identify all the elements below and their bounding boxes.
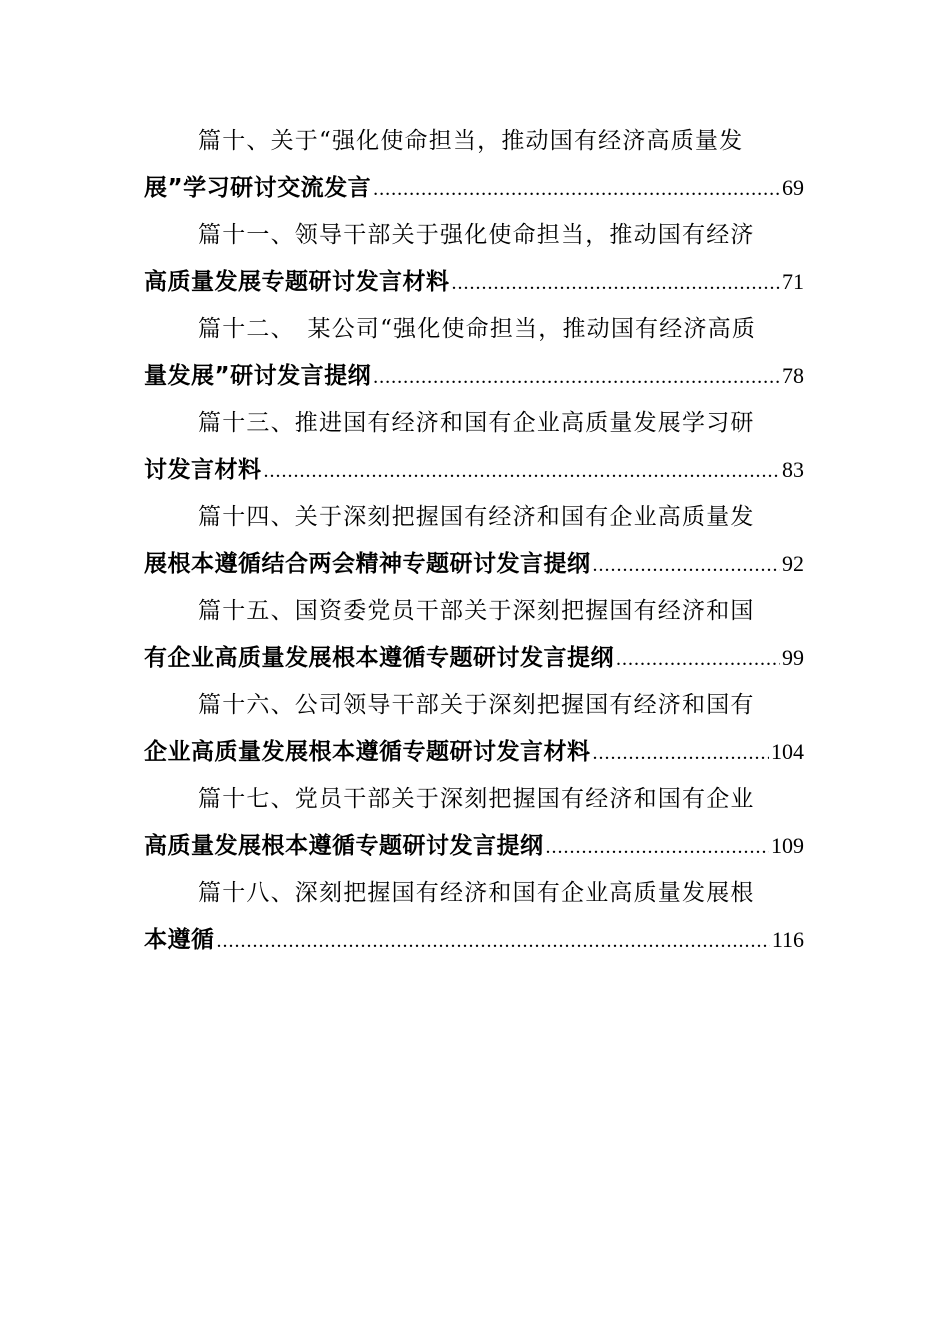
dot-leader xyxy=(373,166,780,211)
toc-entry[interactable] xyxy=(144,211,804,305)
toc-page-number: 78 xyxy=(782,363,804,388)
toc-entry-title-continuation: 展根本遵循结合两会精神专题研讨发言提纲 xyxy=(144,551,591,577)
toc-entry-continuation-line xyxy=(144,259,804,305)
toc-entry-title: 篇十、关于“强化使命担当，推动国有经济高质量发 xyxy=(198,128,744,154)
toc-entry-continuation-line xyxy=(144,447,804,493)
toc-entry-continuation-line xyxy=(144,541,804,587)
toc-page-number: 69 xyxy=(782,175,804,200)
toc-entry[interactable] xyxy=(144,587,804,681)
toc-page-number: 116 xyxy=(771,927,804,952)
table-of-contents xyxy=(144,117,804,963)
toc-entry-title-continuation: 本遵循 xyxy=(144,927,215,953)
toc-entry-title: 篇十二、 某公司“强化使命担当，推动国有经济高质 xyxy=(198,316,757,342)
toc-entry-title: 篇十八、深刻把握国有经济和国有企业高质量发展根 xyxy=(198,880,755,906)
toc-page-number: 83 xyxy=(782,457,804,482)
toc-entry-continuation-line xyxy=(144,729,804,775)
toc-entry[interactable] xyxy=(144,869,804,963)
toc-page-number: 109 xyxy=(771,833,804,858)
toc-entry-continuation-line xyxy=(144,353,804,399)
dot-leader xyxy=(546,824,770,869)
toc-entry-title: 篇十五、国资委党员干部关于深刻把握国有经济和国 xyxy=(198,598,755,624)
dot-leader xyxy=(593,730,770,775)
toc-page-number: 92 xyxy=(782,551,804,576)
dot-leader xyxy=(593,542,781,587)
toc-entry-continuation-line xyxy=(144,635,804,681)
toc-entry-continuation-line xyxy=(144,917,804,963)
toc-page-number: 71 xyxy=(782,269,804,294)
toc-entry[interactable] xyxy=(144,493,804,587)
toc-entry-title-continuation: 企业高质量发展根本遵循专题研讨发言材料 xyxy=(144,739,591,765)
dot-leader xyxy=(452,260,781,305)
toc-entry[interactable] xyxy=(144,305,804,399)
toc-entry-title-continuation: 高质量发展专题研讨发言材料 xyxy=(144,269,450,295)
toc-entry-title: 篇十一、领导干部关于强化使命担当，推动国有经济 xyxy=(198,222,755,248)
toc-entry-title-continuation: 有企业高质量发展根本遵循专题研讨发言提纲 xyxy=(144,645,614,671)
toc-entry-title: 篇十六、公司领导干部关于深刻把握国有经济和国有 xyxy=(198,692,755,718)
toc-entry-continuation-line xyxy=(144,823,804,869)
toc-entry-title: 篇十三、推进国有经济和国有企业高质量发展学习研 xyxy=(198,410,755,436)
dot-leader xyxy=(373,354,780,399)
toc-entry[interactable] xyxy=(144,117,804,211)
toc-entry-title-continuation: 讨发言材料 xyxy=(144,457,262,483)
toc-entry[interactable] xyxy=(144,681,804,775)
dot-leader xyxy=(616,636,780,681)
toc-page-number: 99 xyxy=(782,645,804,670)
toc-page-number: 104 xyxy=(771,739,804,764)
toc-entry-title-continuation: 高质量发展根本遵循专题研讨发言提纲 xyxy=(144,833,544,859)
toc-entry[interactable] xyxy=(144,775,804,869)
toc-entry[interactable] xyxy=(144,399,804,493)
dot-leader xyxy=(217,918,770,963)
toc-entry-title: 篇十七、党员干部关于深刻把握国有经济和国有企业 xyxy=(198,786,755,812)
dot-leader xyxy=(264,448,781,493)
toc-entry-title-continuation: 展”学习研讨交流发言 xyxy=(144,175,372,201)
toc-entry-title-continuation: 量发展”研讨发言提纲 xyxy=(144,363,372,389)
toc-entry-title: 篇十四、关于深刻把握国有经济和国有企业高质量发 xyxy=(198,504,755,530)
toc-entry-continuation-line xyxy=(144,165,804,211)
